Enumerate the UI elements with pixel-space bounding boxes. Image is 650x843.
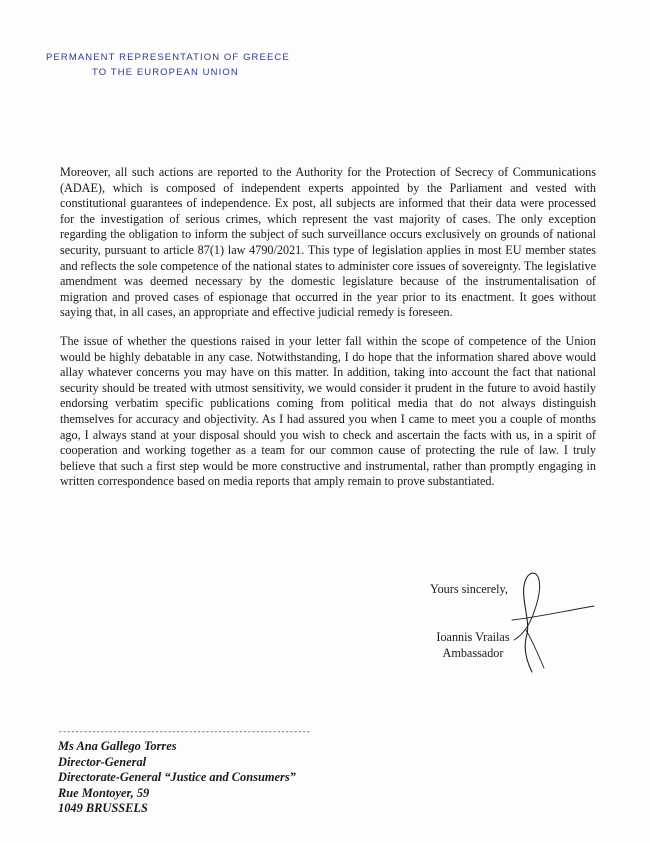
address-divider: ------------------------------------------------------------ <box>58 728 311 737</box>
body-paragraph-2: The issue of whether the questions raised in your letter fall within the scope of competence of the Union would be highly debatable in any case. Notwithstanding, I do hope that the information shared above would allay whatever concerns you may have on this matter. In addition, taking into account the fact that national security should be treated with utmost sensitivity, we would consider it prudent in the future to avoid hastily endorsing verbatim specific publications coming from political media that do not always distinguish themselves for accuracy and objectivity. As I had assured you when I came to meet you a couple of months ago, I always stand at your disposal should you wish to check and ascertain the facts with us, in a spirit of cooperation and working together as a team for our common cause of protecting the rule of law. I truly believe that such a first step would be more constructive and instrumental, rather than promptly engaging in written correspondence based on media reports that amply remain to prove substantiated. <box>60 333 596 489</box>
recipient-address <box>58 739 296 817</box>
recipient-department: Directorate-General “Justice and Consumers” <box>58 770 296 785</box>
body-paragraph-1: Moreover, all such actions are reported to the Authority for the Protection of Secrecy of Communications (ADAE), which is composed of independent experts appointed by the Parliament and vested with constitutional guarantees of independence. Ex post, all subjects are informed that their data were processed for the investigation of serious crimes, which represent the vast majority of cases. The only exception regarding the obligation to inform the subject of such surveillance occurs exclusively on grounds of national security, pursuant to article 87(1) law 4790/2021. This type of legislation applies in most EU member states and reflects the sole competence of the national states to administer core issues of sovereignty. The legislative amendment was deemed necessary by the domestic legislature because of the instrumentalisation of migration and proved cases of espionage that occurred in the year prior to its enactment. It goes without saying that, in all cases, an appropriate and effective judicial remedy is foreseen. <box>60 165 596 320</box>
letterhead <box>46 50 290 80</box>
signatory-name: Ioannis Vrailas <box>436 630 510 644</box>
letter-body <box>60 165 596 503</box>
recipient-title: Director-General <box>58 754 147 769</box>
recipient-name: Ms Ana Gallego Torres <box>58 739 177 753</box>
letterhead-line-2: TO THE EUROPEAN UNION <box>92 67 239 78</box>
handwritten-signature <box>508 568 598 676</box>
closing-salutation: Yours sincerely, <box>430 582 508 596</box>
signatory-block <box>431 630 515 661</box>
signatory-title: Ambassador <box>442 645 504 660</box>
letterhead-line-1: PERMANENT REPRESENTATION OF GREECE <box>46 52 290 63</box>
recipient-city: 1049 BRUSSELS <box>58 801 148 816</box>
recipient-street: Rue Montoyer, 59 <box>58 785 150 800</box>
